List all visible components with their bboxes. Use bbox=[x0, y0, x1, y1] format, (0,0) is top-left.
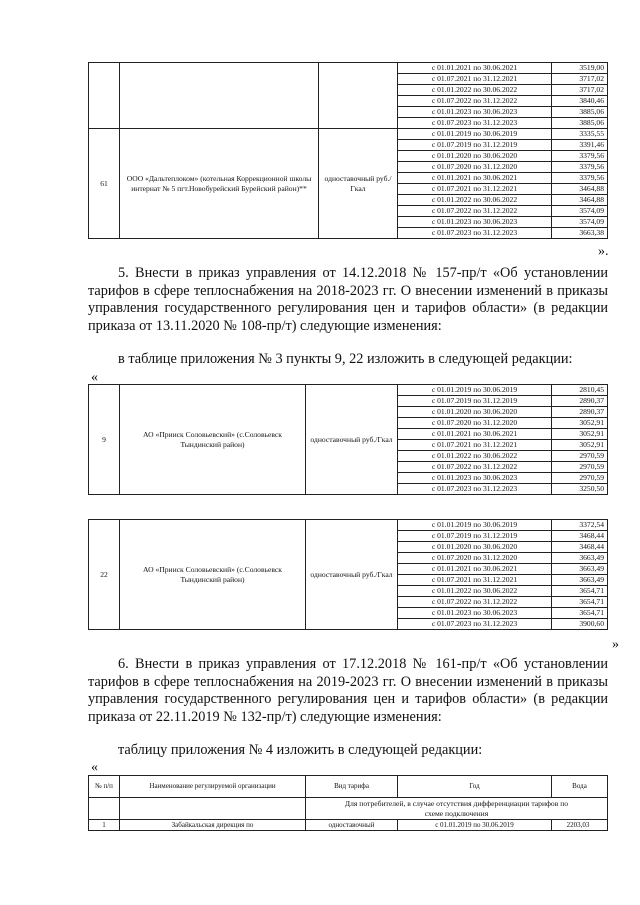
empty-num-cell bbox=[89, 63, 120, 129]
period-cell: с 01.01.2022 по 30.06.2022 bbox=[398, 195, 552, 206]
row-1-org: Забайкальская дирекция по bbox=[120, 820, 306, 831]
value-cell: 3052,91 bbox=[552, 429, 608, 440]
section-6-paragraph: 6. Внести в приказ управления от 17.12.2018 № 161-пр/т «Об установлении тарифов в сфере теплоснабжения на 2019-2023 гг. О внесении изменений в приказы управления государственного регулирования цен и тарифов области» (в редакции приказа от 22.11.2019 № 132-пр/т) следующие изменения: bbox=[88, 656, 608, 725]
period-cell: с 01.07.2021 по 31.12.2021 bbox=[398, 74, 552, 85]
open-quote-section-6: « bbox=[91, 760, 98, 775]
value-cell: 3885,06 bbox=[552, 107, 608, 118]
value-cell: 3468,44 bbox=[552, 542, 608, 553]
item-9-org: АО «Прииск Соловьевский» (с.Соловьевск Тындинский район) bbox=[120, 385, 306, 495]
header-year: Год bbox=[398, 776, 552, 798]
period-cell: с 01.07.2020 по 31.12.2020 bbox=[398, 162, 552, 173]
section-5-instruction: в таблице приложения № 3 пункты 9, 22 изложить в следующей редакции: bbox=[118, 351, 573, 367]
value-cell: 3663,38 bbox=[552, 228, 608, 239]
period-cell: с 01.01.2021 по 30.06.2021 bbox=[398, 63, 552, 74]
value-cell: 2890,37 bbox=[552, 396, 608, 407]
value-cell: 3717,02 bbox=[552, 74, 608, 85]
period-cell: с 01.01.2021 по 30.06.2021 bbox=[398, 429, 552, 440]
close-quote-section-5: » bbox=[612, 637, 619, 652]
value-cell: 3052,91 bbox=[552, 418, 608, 429]
row-1-value: 2203,03 bbox=[552, 820, 608, 831]
value-cell: 3372,54 bbox=[552, 520, 608, 531]
value-cell: 3464,88 bbox=[552, 184, 608, 195]
period-cell: с 01.07.2020 по 31.12.2020 bbox=[398, 553, 552, 564]
row-1-period: с 01.01.2019 по 30.06.2019 bbox=[398, 820, 552, 831]
tariff-table-top bbox=[88, 62, 608, 239]
empty-org-cell bbox=[120, 63, 319, 129]
section-6-instruction: таблицу приложения № 4 изложить в следующей редакции: bbox=[118, 742, 483, 758]
value-cell: 3379,56 bbox=[552, 162, 608, 173]
period-cell: с 01.01.2022 по 30.06.2022 bbox=[398, 586, 552, 597]
value-cell: 3663,49 bbox=[552, 553, 608, 564]
period-cell: с 01.01.2022 по 30.06.2022 bbox=[398, 85, 552, 96]
period-cell: с 01.07.2019 по 31.12.2019 bbox=[398, 140, 552, 151]
value-cell: 3379,56 bbox=[552, 151, 608, 162]
period-cell: с 01.01.2021 по 30.06.2021 bbox=[398, 173, 552, 184]
value-cell: 2970,59 bbox=[552, 462, 608, 473]
period-cell: с 01.07.2019 по 31.12.2019 bbox=[398, 531, 552, 542]
closing-quote-top: ». bbox=[598, 244, 609, 259]
value-cell: 2810,45 bbox=[552, 385, 608, 396]
header-num: № п/п bbox=[89, 776, 120, 798]
period-cell: с 01.01.2019 по 30.06.2019 bbox=[398, 129, 552, 140]
period-cell: с 01.01.2023 по 30.06.2023 bbox=[398, 608, 552, 619]
period-cell: с 01.07.2021 по 31.12.2021 bbox=[398, 440, 552, 451]
period-cell: с 01.07.2023 по 31.12.2023 bbox=[398, 619, 552, 630]
open-quote-section-5: « bbox=[91, 370, 98, 385]
value-cell: 3840,46 bbox=[552, 96, 608, 107]
value-cell: 3663,49 bbox=[552, 564, 608, 575]
value-cell: 3519,00 bbox=[552, 63, 608, 74]
value-cell: 3379,56 bbox=[552, 173, 608, 184]
table-row bbox=[89, 520, 608, 531]
value-cell: 3654,71 bbox=[552, 608, 608, 619]
tariff-table-item-9 bbox=[88, 384, 608, 495]
item-61-num: 61 bbox=[89, 129, 120, 239]
value-cell: 2970,59 bbox=[552, 451, 608, 462]
period-cell: с 01.07.2023 по 31.12.2023 bbox=[398, 228, 552, 239]
table-row bbox=[89, 129, 608, 140]
header-org: Наименование регулируемой организации bbox=[120, 776, 306, 798]
period-cell: с 01.07.2022 по 31.12.2022 bbox=[398, 96, 552, 107]
value-cell: 2890,37 bbox=[552, 407, 608, 418]
period-cell: с 01.07.2023 по 31.12.2023 bbox=[398, 484, 552, 495]
header-kind: Вид тарифа bbox=[306, 776, 398, 798]
section-5-paragraph: 5. Внести в приказ управления от 14.12.2018 № 157-пр/т «Об установлении тарифов в сфере теплоснабжения на 2018-2023 гг. О внесении изменений в приказы управления государственного регулирования цен и тарифов области» (в редакции приказа от 13.11.2020 № 108-пр/т) следующие изменения: bbox=[88, 265, 608, 334]
value-cell: 3717,02 bbox=[552, 85, 608, 96]
period-cell: с 01.01.2023 по 30.06.2023 bbox=[398, 107, 552, 118]
header-water: Вода bbox=[552, 776, 608, 798]
tariff-table-annex-4 bbox=[88, 775, 608, 831]
period-cell: с 01.01.2020 по 30.06.2020 bbox=[398, 151, 552, 162]
period-cell: с 01.01.2019 по 30.06.2019 bbox=[398, 520, 552, 531]
period-cell: с 01.07.2023 по 31.12.2023 bbox=[398, 118, 552, 129]
value-cell: 3052,91 bbox=[552, 440, 608, 451]
period-cell: с 01.07.2022 по 31.12.2022 bbox=[398, 462, 552, 473]
value-cell: 3391,46 bbox=[552, 140, 608, 151]
row-1-kind: одноставочный bbox=[306, 820, 398, 831]
period-cell: с 01.07.2021 по 31.12.2021 bbox=[398, 575, 552, 586]
item-22-num: 22 bbox=[89, 520, 120, 630]
period-cell: с 01.07.2021 по 31.12.2021 bbox=[398, 184, 552, 195]
item-9-kind: одноставочный руб./Гкал bbox=[306, 385, 398, 495]
period-cell: с 01.07.2019 по 31.12.2019 bbox=[398, 396, 552, 407]
item-22-org: АО «Прииск Соловьевский» (с.Соловьевск Тындинский район) bbox=[120, 520, 306, 630]
value-cell: 3250,50 bbox=[552, 484, 608, 495]
value-cell: 3654,71 bbox=[552, 597, 608, 608]
period-cell: с 01.07.2022 по 31.12.2022 bbox=[398, 206, 552, 217]
period-cell: с 01.01.2023 по 30.06.2023 bbox=[398, 473, 552, 484]
value-cell: 3574,09 bbox=[552, 217, 608, 228]
period-cell: с 01.07.2020 по 31.12.2020 bbox=[398, 418, 552, 429]
period-cell: с 01.07.2022 по 31.12.2022 bbox=[398, 597, 552, 608]
empty-kind-cell bbox=[319, 63, 398, 129]
item-9-num: 9 bbox=[89, 385, 120, 495]
subheader: Для потребителей, в случае отсутствия дифференциации тарифов по схеме подключения bbox=[306, 798, 608, 820]
value-cell: 3335,55 bbox=[552, 129, 608, 140]
value-cell: 2970,59 bbox=[552, 473, 608, 484]
tariff-table-item-22 bbox=[88, 519, 608, 630]
value-cell: 3900,60 bbox=[552, 619, 608, 630]
period-cell: с 01.01.2021 по 30.06.2021 bbox=[398, 564, 552, 575]
period-cell: с 01.01.2020 по 30.06.2020 bbox=[398, 542, 552, 553]
period-cell: с 01.01.2019 по 30.06.2019 bbox=[398, 385, 552, 396]
item-61-kind: одноставочный руб./Гкал bbox=[319, 129, 398, 239]
item-61-org: ООО «Дальтеплоком» (котельная Коррекционной школы интернат № 5 пгт.Новобурейский Бурейский район)** bbox=[120, 129, 319, 239]
value-cell: 3574,09 bbox=[552, 206, 608, 217]
row-1-num: 1 bbox=[89, 820, 120, 831]
value-cell: 3663,49 bbox=[552, 575, 608, 586]
value-cell: 3654,71 bbox=[552, 586, 608, 597]
value-cell: 3464,88 bbox=[552, 195, 608, 206]
value-cell: 3468,44 bbox=[552, 531, 608, 542]
period-cell: с 01.01.2020 по 30.06.2020 bbox=[398, 407, 552, 418]
table-row bbox=[89, 385, 608, 396]
period-cell: с 01.01.2023 по 30.06.2023 bbox=[398, 217, 552, 228]
period-cell: с 01.01.2022 по 30.06.2022 bbox=[398, 451, 552, 462]
value-cell: 3885,06 bbox=[552, 118, 608, 129]
table-row bbox=[89, 63, 608, 74]
item-22-kind: одноставочный руб./Гкал bbox=[306, 520, 398, 630]
